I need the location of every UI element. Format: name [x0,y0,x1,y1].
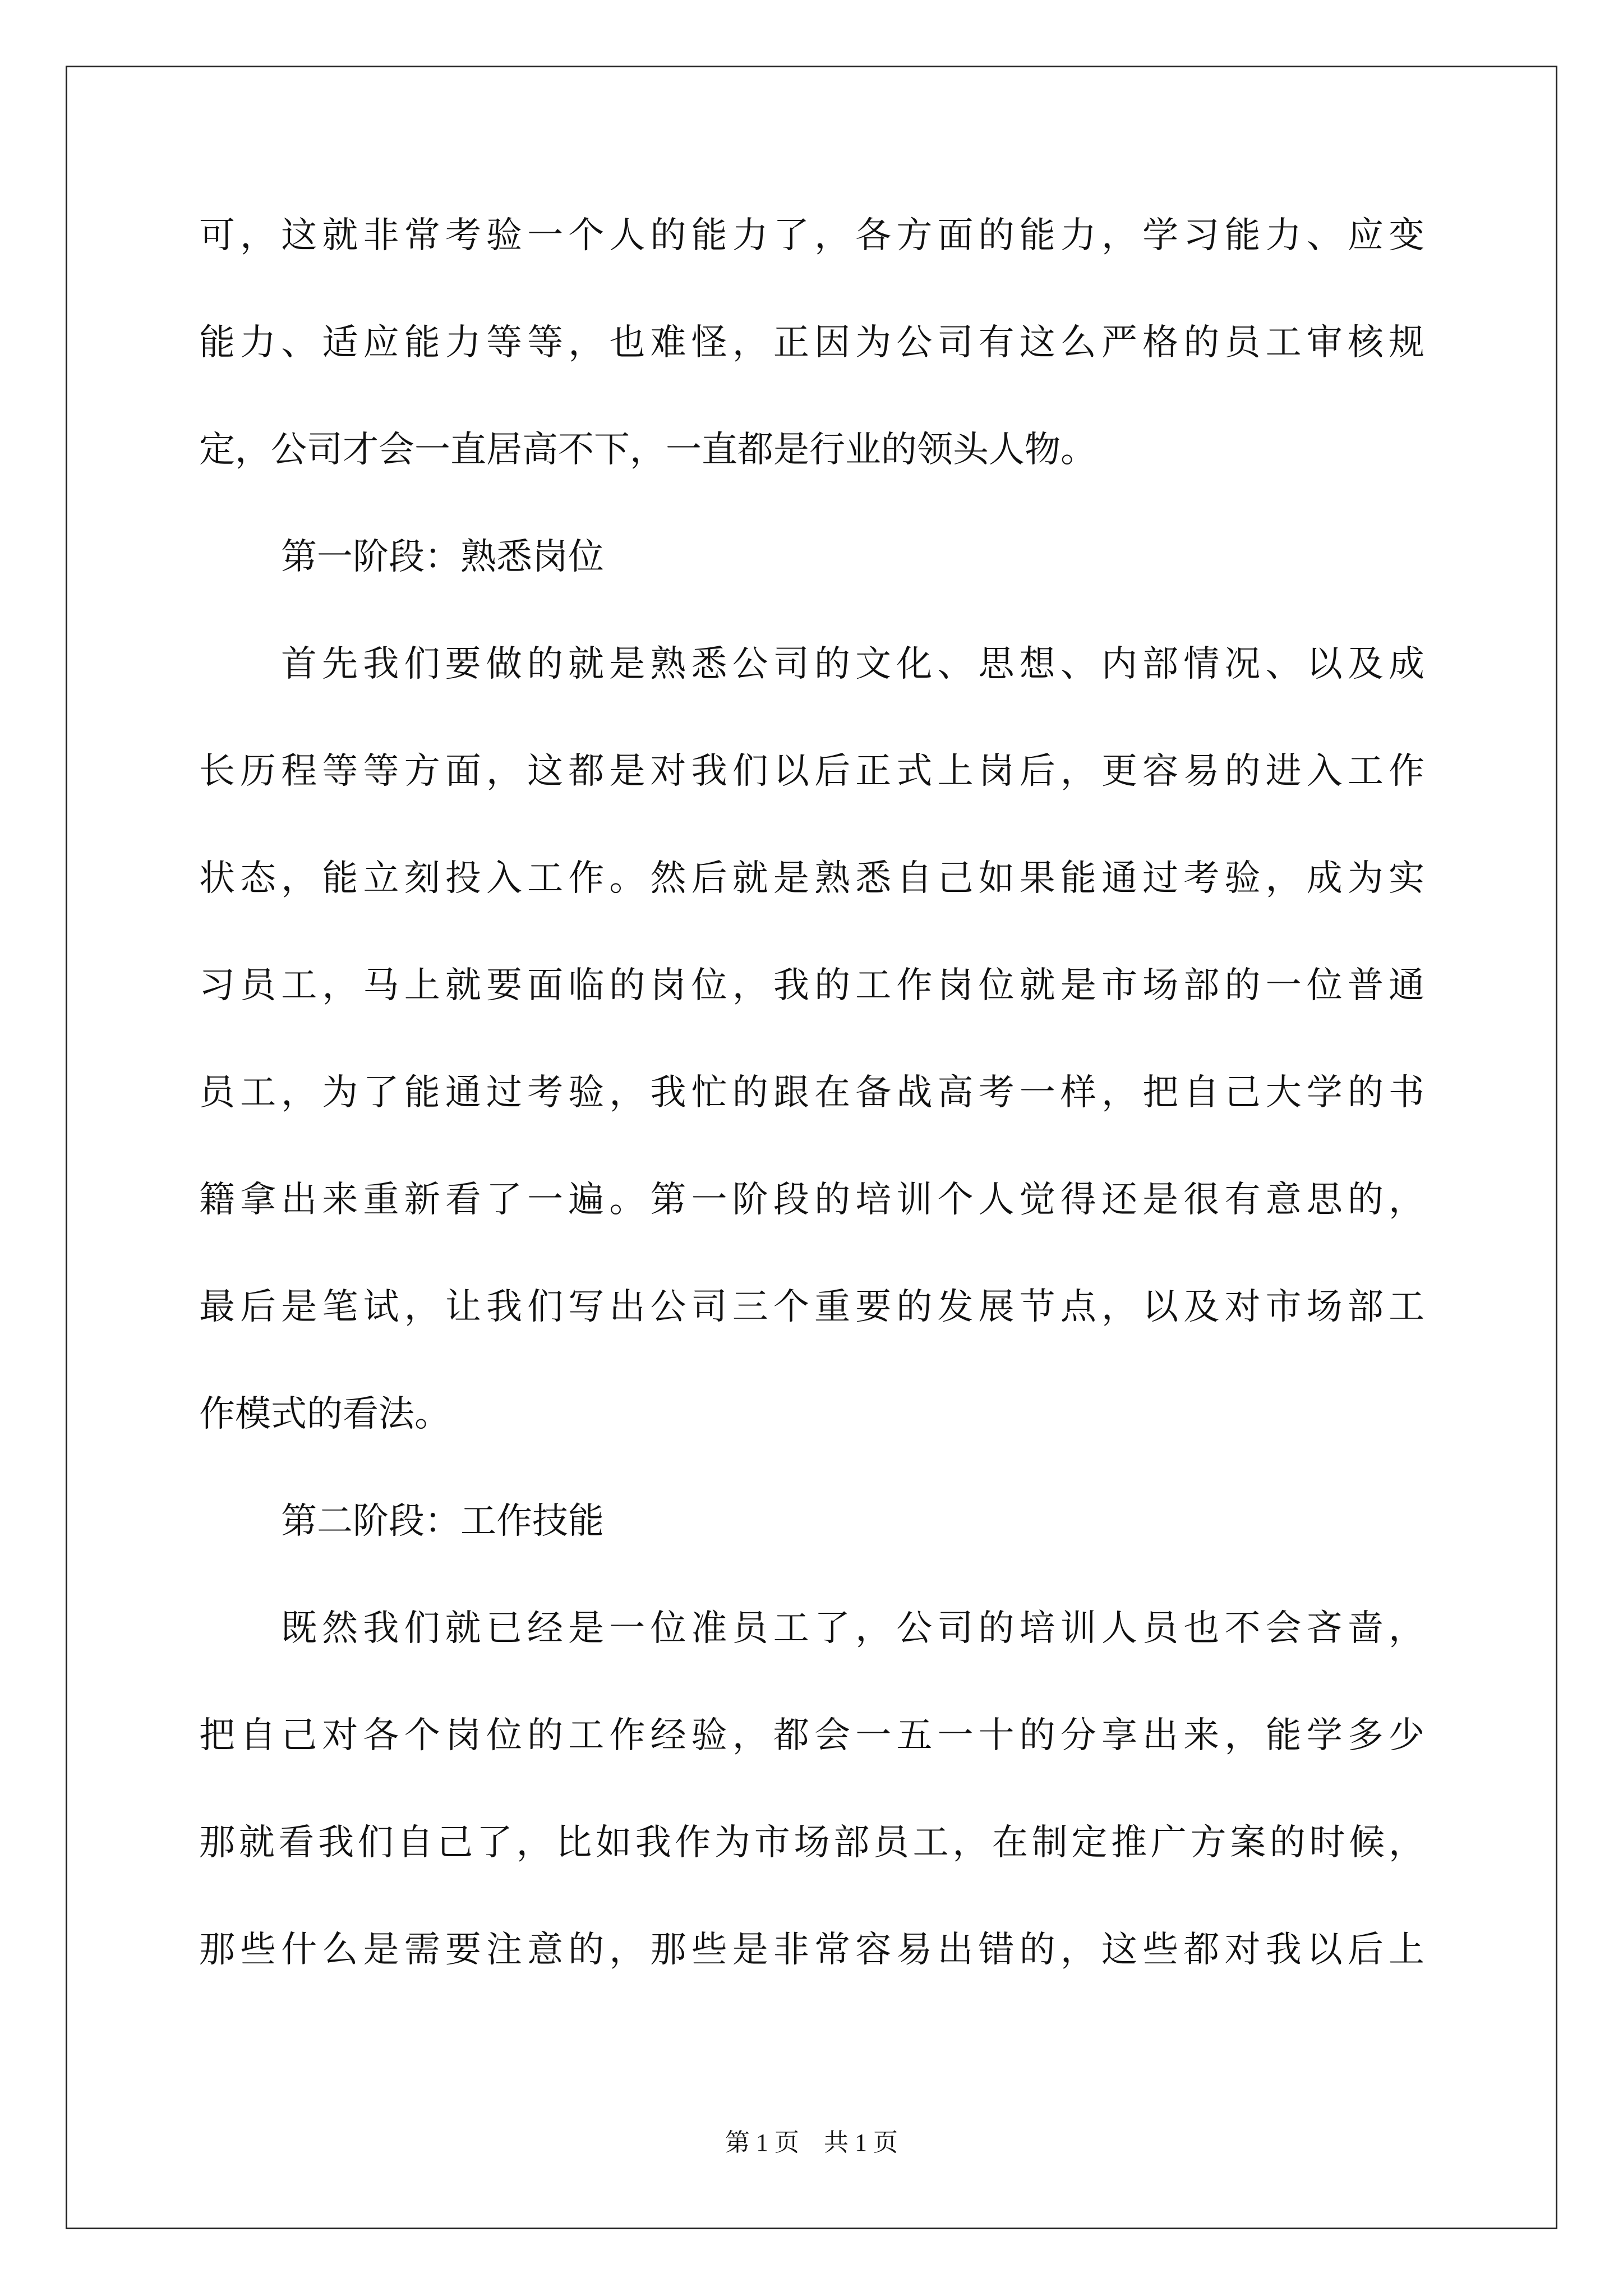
document-body [199,216,1424,2037]
paragraph-line: 那些什么是需要注意的，那些是非常容易出错的，这些都对我以后上 [199,1929,1424,1971]
section-heading-stage-2: 第二阶段：工作技能 [281,1501,604,1542]
paragraph-line: 能力、适应能力等等，也难怪，正因为公司有这么严格的员工审核规 [199,322,1424,364]
paragraph-line: 最后是笔试，让我们写出公司三个重要的发展节点，以及对市场部工 [199,1286,1424,1328]
paragraph-line: 长历程等等方面，这都是对我们以后正式上岗后，更容易的进入工作 [199,751,1424,792]
paragraph-line: 把自己对各个岗位的工作经验，都会一五一十的分享出来，能学多少 [199,1715,1424,1756]
paragraph-line: 员工，为了能通过考验，我忙的跟在备战高考一样，把自己大学的书 [199,1072,1424,1114]
paragraph-line: 可，这就非常考验一个人的能力了，各方面的能力，学习能力、应变 [199,215,1424,256]
paragraph-line: 籍拿出来重新看了一遍。第一阶段的培训个人觉得还是很有意思的， [199,1179,1424,1221]
section-heading-stage-1: 第一阶段：熟悉岗位 [281,536,604,578]
paragraph-line: 状态，能立刻投入工作。然后就是熟悉自己如果能通过考验，成为实 [199,858,1424,899]
page-number-footer: 第 1 页 共 1 页 [725,2129,898,2156]
paragraph-line: 首先我们要做的就是熟悉公司的文化、思想、内部情况、以及成 [281,643,1424,685]
paragraph-line: 习员工，马上就要面临的岗位，我的工作岗位就是市场部的一位普通 [199,965,1424,1006]
paragraph-line: 那就看我们自己了，比如我作为市场部员工，在制定推广方案的时候， [199,1822,1424,1864]
paragraph-line: 作模式的看法。 [199,1393,450,1435]
paragraph-line: 既然我们就已经是一位准员工了，公司的培训人员也不会吝啬， [281,1608,1424,1649]
paragraph-line: 定，公司才会一直居高不下，一直都是行业的领头人物。 [199,429,1096,471]
